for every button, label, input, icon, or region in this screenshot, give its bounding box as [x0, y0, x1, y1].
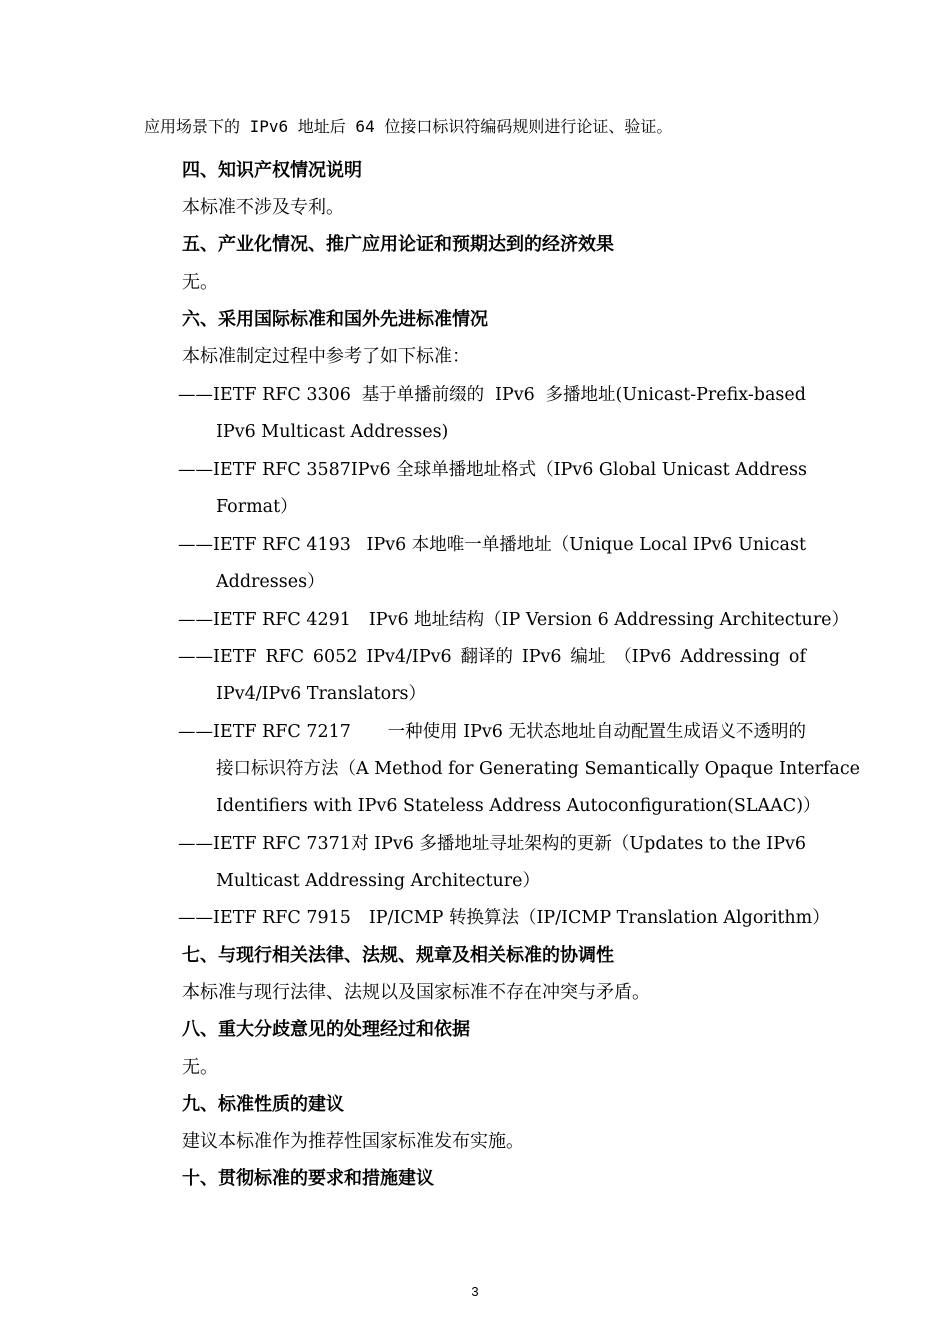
- reference-continuation: Addresses）: [216, 572, 325, 592]
- section-5-heading: 五、产业化情况、推广应用论证和预期达到的经济效果: [182, 234, 614, 255]
- section-8-body: 无。: [182, 1057, 218, 1078]
- reference-rfc4193: [178, 533, 806, 594]
- reference-text-part: 一种使用 IPv6 无状态地址自动配置生成语义不透明的: [387, 722, 806, 742]
- reference-continuation: Identifiers with IPv6 Stateless Address Autoconfiguration(SLAAC)）: [216, 796, 821, 816]
- reference-rfc3587: [178, 458, 806, 519]
- section-10-heading: 十、贯彻标准的要求和措施建议: [182, 1168, 434, 1189]
- reference-rfc3306: [178, 383, 806, 444]
- reference-code: ——IETF: [178, 647, 257, 667]
- reference-text-part: IPv6: [495, 385, 535, 405]
- reference-code: ——IETF RFC 4291: [178, 610, 351, 630]
- reference-text-part: IPv4/IPv6: [366, 647, 452, 667]
- reference-text-part: IPv6 地址结构（IP Version 6 Addressing Architecture）: [368, 610, 850, 630]
- reference-rfc4291: [178, 608, 850, 632]
- reference-continuation: Format）: [216, 497, 298, 517]
- section-9-heading: 九、标准性质的建议: [182, 1094, 344, 1115]
- section-9-body: 建议本标准作为推荐性国家标准发布实施。: [182, 1131, 524, 1152]
- section-4-body: 本标准不涉及专利。: [182, 197, 344, 218]
- reference-rfc7217: [178, 720, 860, 818]
- section-6-heading: 六、采用国际标准和国外先进标准情况: [182, 309, 488, 330]
- reference-code: ——IETF RFC 7915: [178, 908, 351, 928]
- reference-text-part: 基于单播前缀的: [361, 385, 485, 405]
- reference-text-part: of: [788, 647, 806, 667]
- reference-rfc7915: [178, 906, 830, 930]
- reference-text-part: IPv6 本地唯一单播地址（Unique Local IPv6 Unicast: [366, 535, 806, 555]
- reference-continuation: 接口标识符方法（A Method for Generating Semantically Opaque Interface: [216, 759, 860, 779]
- section-7-body: 本标准与现行法律、法规以及国家标准不存在冲突与矛盾。: [182, 982, 650, 1003]
- reference-text-part: 多播地址(Unicast-Prefix-based: [545, 385, 806, 405]
- reference-text-part: IPv6 全球单播地址格式（IPv6 Global Unicast Address: [350, 460, 807, 480]
- reference-continuation: Multicast Addressing Architecture）: [216, 871, 540, 891]
- reference-rfc6052: [178, 645, 806, 706]
- reference-code: ——IETF RFC 7371: [178, 834, 351, 854]
- reference-code: ——IETF RFC 7217: [178, 722, 351, 742]
- reference-code: ——IETF RFC 4193: [178, 535, 351, 555]
- reference-rfc7371: [178, 832, 806, 893]
- reference-text-part: 翻译的: [460, 647, 513, 667]
- reference-text-part: Addressing: [680, 647, 781, 667]
- reference-code: ——IETF RFC 3306: [178, 385, 351, 405]
- reference-continuation: IPv6 Multicast Addresses): [216, 422, 449, 442]
- reference-text-part: RFC: [265, 647, 305, 667]
- section-8-heading: 八、重大分歧意见的处理经过和依据: [182, 1019, 470, 1040]
- section-7-heading: 七、与现行相关法律、法规、规章及相关标准的协调性: [182, 945, 614, 966]
- section-6-intro: 本标准制定过程中参考了如下标准：: [182, 346, 470, 367]
- page-number: 3: [471, 1284, 479, 1299]
- reference-continuation: IPv4/IPv6 Translators）: [216, 684, 427, 704]
- reference-text-part: IP/ICMP 转换算法（IP/ICMP Translation Algorithm）: [368, 908, 830, 928]
- section-5-body: 无。: [182, 272, 218, 293]
- section-4-heading: 四、知识产权情况说明: [182, 160, 362, 181]
- reference-text-part: 6052: [312, 647, 358, 667]
- reference-text-part: 编址: [570, 647, 606, 667]
- reference-text-part: 对 IPv6 多播地址寻址架构的更新（Updates to the IPv6: [351, 834, 806, 854]
- intro-line: 应用场景下的 IPv6 地址后 64 位接口标识符编码规则进行论证、验证。: [144, 117, 673, 136]
- reference-code: ——IETF RFC 3587: [178, 460, 351, 480]
- reference-text-part: IPv6: [521, 647, 562, 667]
- reference-text-part: （IPv6: [614, 647, 672, 667]
